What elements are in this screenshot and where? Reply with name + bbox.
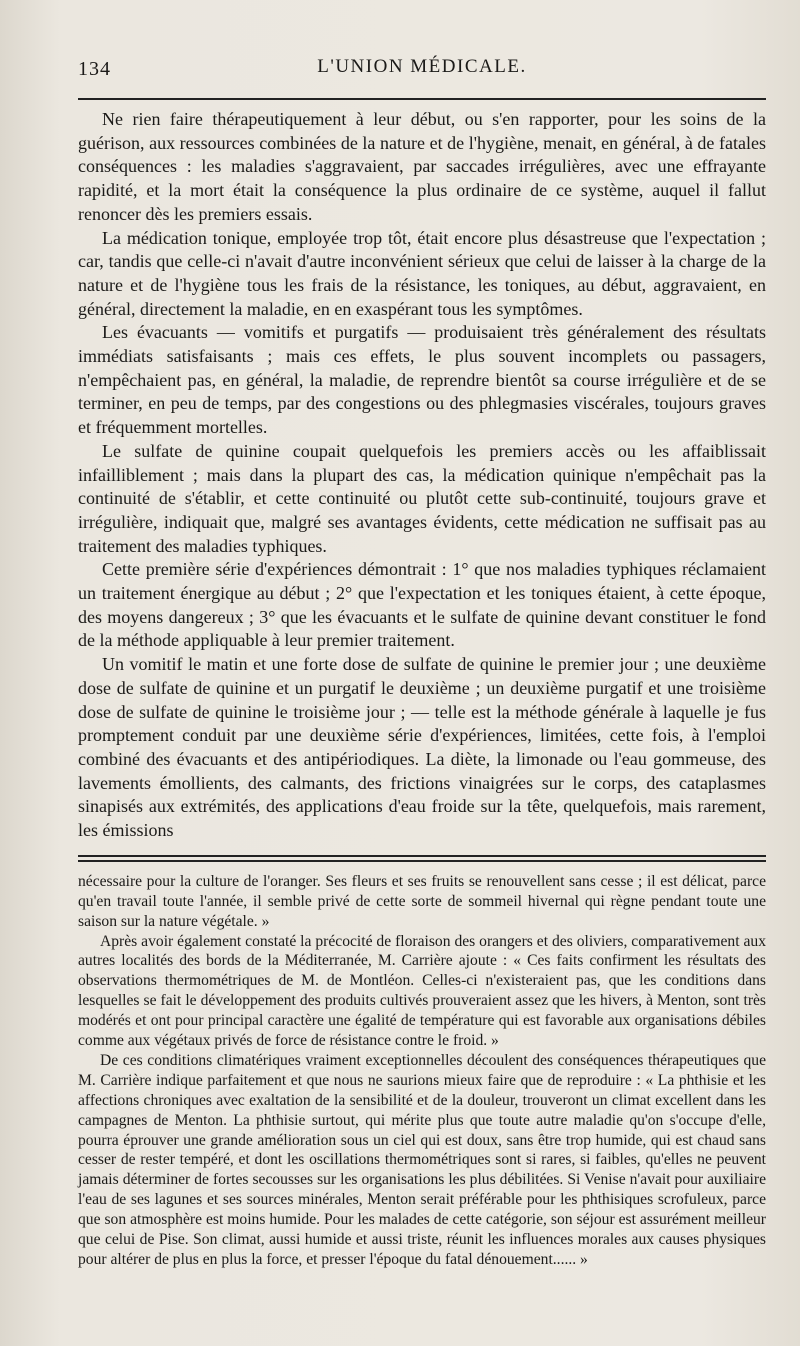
- main-paragraph: La médication tonique, employée trop tôt, était encore plus désastreuse que l'expectation ; car, tandis que celle-ci n'avait d'autre inconvénient sérieux que celui de laisser à la charge de la nature et de l'hygiène tous les frais de la résistance, les toniques, au début, aggravaient, en général, directement la maladie, en en exaspérant tous les symptômes.: [78, 227, 766, 319]
- main-paragraph: Cette première série d'expériences démontrait : 1° que nos maladies typhiques réclamaient un traitement énergique au début ; 2° que l'expectation et les toniques étaient, à cette époque, des moyens dangereux ; 3° que les évacuants et le sulfate de quinine devant constituer le fond de la méthode appliquable à leur premier traitement.: [78, 559, 766, 651]
- running-title: L'UNION MÉDICALE.: [317, 56, 527, 77]
- note-paragraph: nécessaire pour la culture de l'oranger. Ses fleurs et ses fruits se renouvellent sans cesse ; il est délicat, parce qu'en travail toute l'année, il semble privé de cette sorte de sommeil hivernal qui règne pendant toute une saison sur la nature végétale. »: [78, 872, 766, 930]
- page-header: [78, 50, 766, 84]
- note-paragraph: De ces conditions climatériques vraiment exceptionnelles découlent des conséquences thérapeutiques que M. Carrière indique parfaitement et que nous ne saurions mieux faire que de reproduire : « La phthisie et les affections chroniques avec exaltation de la sensibilité et de la douleur, trouveront un climat excellent dans les campagnes de Menton. La phthisie surtout, qui mérite plus que toute autre maladie qu'on s'occupe d'elle, pourra éprouver une grande amélioration sous un ciel qui est doux, sans être trop humide, qui est chaud sans cesser de rester tempéré, et dont les oscillations thermométriques sont si rares, si faibles, qu'elles ne peuvent jamais déterminer de fortes secousses sur les organisations les plus débilitées. Si Venise n'avait pour auxiliaire l'eau de ses lagunes et ses sources minérales, Menton serait préférable pour les phthisiques scrofuleux, parce que son atmosphère est moins humide. Pour les malades de cette catégorie, son séjour est assurément meilleur que celui de Pise. Son climat, aussi humide et aussi triste, réunit les influences morales aux causes physiques pour altérer de plus en plus la force, et presser l'époque du fatal dénouement...... »: [78, 1051, 766, 1269]
- feuilleton-text: [78, 872, 766, 1270]
- note-paragraph: Après avoir également constaté la précocité de floraison des orangers et des oliviers, comparativement aux autres localités des bords de la Méditerranée, M. Carrière ajoute : « Ces faits confirment les résultats des observations thermométriques de M. de Montléon. Celles-ci n'existeraient pas, que les conditions dans lesquelles se fait le développement des produits cultivés prouveraient assez que les hivers, à Menton, sont très modérés et ont pour principal caractère une égalité de température qui est favorable aux organisations débiles comme aux végétaux privés de force de résistance contre le froid. »: [78, 932, 766, 1050]
- header-rule: [78, 98, 766, 100]
- main-text: [78, 108, 766, 843]
- main-paragraph: Un vomitif le matin et une forte dose de sulfate de quinine le premier jour ; une deuxième dose de sulfate de quinine et un purgatif le deuxième ; un deuxième purgatif et une troisième dose de sulfate de quinine le troisième jour ; — telle est la méthode générale à laquelle je fus promptement conduit par une deuxième série d'expériences, limitées, cette fois, à l'emploi combiné des évacuants et des antipériodiques. La diète, la limonade ou l'eau gommeuse, des lavements émollients, des calmants, des frictions vinaigrées sur le corps, des cataplasmes sinapisés aux extrémités, des applications d'eau froide sur la tête, quelquefois, mais rarement, les émissions: [78, 654, 766, 841]
- main-paragraph: Ne rien faire thérapeutiquement à leur début, ou s'en rapporter, pour les soins de la guérison, aux ressources combinées de la nature et de l'hygiène, menait, en général, à de fatales conséquences : les maladies s'aggravaient, par saccades irrégulières, avec une effrayante rapidité, et la mort était la conséquence la plus ordinaire de ce système, auquel il fallut renoncer dès les premiers essais.: [78, 109, 766, 224]
- section-divider: [78, 855, 766, 862]
- main-paragraph: Les évacuants — vomitifs et purgatifs — produisaient très généralement des résultats immédiats satisfaisants ; mais ces effets, le plus souvent incomplets ou passagers, n'empêchaient pas, en général, la maladie, de reprendre bientôt sa course irrégulière et de se terminer, en peu de temps, par des congestions ou des phlegmasies viscérales, toujours graves et fréquemment mortelles.: [78, 322, 766, 438]
- main-paragraph: Le sulfate de quinine coupait quelquefois les premiers accès ou les affaiblissait infailliblement ; mais dans la plupart des cas, la médication quinique n'empêchait pas la continuité de s'établir, et cette continuité ou plutôt cette sub-continuité, toujours grave et irrégulière, indiquait que, malgré ses avantages évidents, cette médication ne suffisait pas au traitement des maladies typhiques.: [78, 440, 766, 556]
- page-number: 134: [78, 58, 111, 80]
